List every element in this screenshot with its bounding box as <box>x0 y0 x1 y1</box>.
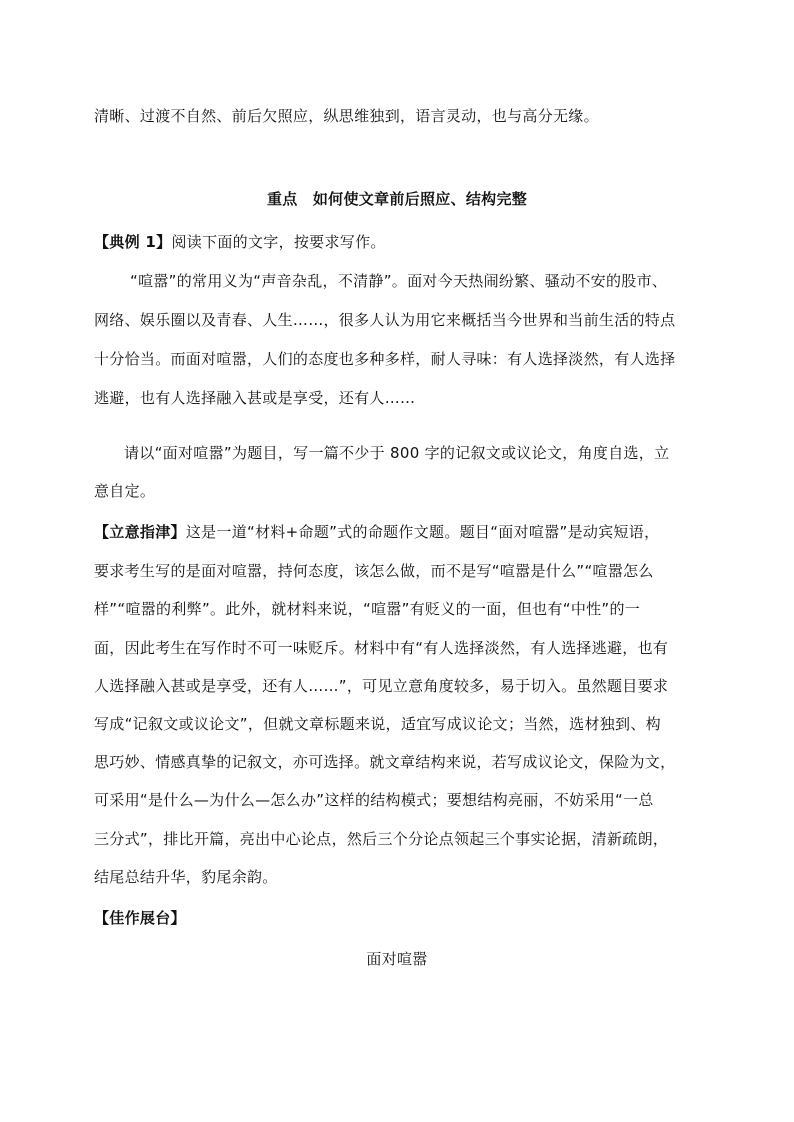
guidance-tag: 【立意指津】 <box>94 523 186 541</box>
guidance-text: 这是一道“材料+命题”式的命题作文题。题目“面对喧嚣”是动宾短语， <box>185 523 660 541</box>
material-line: 逃避，也有人选择融入甚或是享受，还有人…… <box>94 389 416 407</box>
example-tag: 【典例 1】 <box>94 233 172 251</box>
guidance-line: 要求考生写的是面对喧嚣，持何态度，该怎么做，而不是写“喧嚣是什么”“喧嚣怎么 <box>94 562 654 580</box>
guidance-line: 样”“喧嚣的利弊”。此外，就材料来说，“喧嚣”有贬义的一面，但也有“中性”的一 <box>94 600 641 618</box>
task-line: 请以“面对喧嚣”为题目，写一篇不少于 800 字的记叙文或议论文，角度自选，立 <box>124 444 670 462</box>
guidance-line: 人选择融入甚或是享受，还有人……”，可见立意角度较多，易于切入。虽然题目要求 <box>94 677 669 695</box>
material-line: “喧嚣”的常用义为“声音杂乱，不清静”。面对今天热闹纷繁、骚动不安的股市、 <box>130 272 668 290</box>
guidance-line: 思巧妙、情感真挚的记叙文，亦可选择。就文章结构来说，若写成议论文，保险为文， <box>94 753 676 771</box>
material-line: 十分恰当。而面对喧嚣，人们的态度也多种多样，耐人寻味：有人选择淡然，有人选择 <box>94 350 676 368</box>
material-line: 网络、娱乐圈以及青春、人生……，很多人认为用它来概括当今世界和当前生活的特点 <box>94 311 676 329</box>
essay-title: 面对喧嚣 <box>366 950 428 968</box>
intro-tail-paragraph: 清晰、过渡不自然、前后欠照应，纵思维独到，语言灵动，也与高分无缘。 <box>94 107 599 125</box>
example-line <box>94 232 386 252</box>
guidance-line: 可采用“是什么—为什么—怎么办”这样的结构模式；要想结构亮丽，不妨采用“一总 <box>94 791 654 809</box>
guidance-line: 结尾总结升华，豹尾余韵。 <box>94 868 278 886</box>
task-line: 意自定。 <box>94 482 156 500</box>
section-heading: 重点 如何使文章前后照应、结构完整 <box>266 190 528 208</box>
guidance-first-line <box>94 522 659 542</box>
example-instruction: 阅读下面的文字，按要求写作。 <box>171 233 386 251</box>
showcase-tag: 【佳作展台】 <box>94 909 186 927</box>
guidance-line: 三分式”，排比开篇，亮出中心论点，然后三个分论点领起三个事实论据，清新疏朗， <box>94 830 669 848</box>
guidance-line: 面，因此考生在写作时不可一味贬斥。材料中有“有人选择淡然，有人选择逃避，也有 <box>94 639 669 657</box>
guidance-line: 写成“记叙文或议论文”，但就文章标题来说，适宜写成议论文；当然，选材独到、构 <box>94 715 661 733</box>
